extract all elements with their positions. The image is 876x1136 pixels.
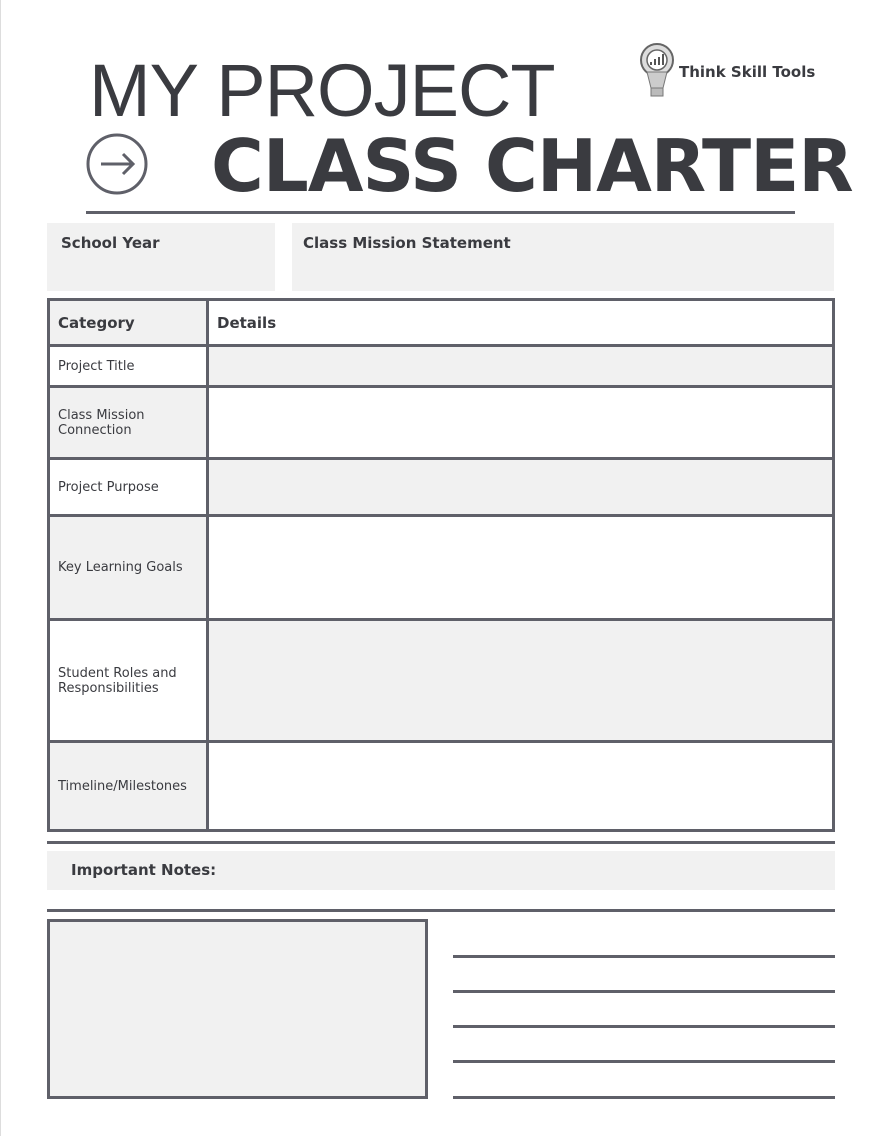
title-my-project: MY PROJECT (89, 49, 555, 132)
row-label: Project Title (49, 346, 208, 387)
notes-divider-bottom (47, 909, 835, 912)
table-row (49, 459, 834, 516)
notes-line[interactable] (453, 1060, 835, 1063)
arrow-circle-icon (85, 132, 149, 196)
mission-statement-label: Class Mission Statement (303, 234, 511, 252)
row-label: Timeline/Milestones (49, 742, 208, 831)
row-details-cell[interactable] (208, 620, 834, 742)
title-divider (86, 211, 795, 214)
row-details-cell[interactable] (208, 516, 834, 620)
school-year-label: School Year (61, 234, 160, 252)
row-label: Project Purpose (49, 459, 208, 516)
title-class-charter: CLASS CHARTER (211, 124, 853, 208)
brand-name: Think Skill Tools (679, 63, 816, 81)
row-label: Student Roles and Responsibilities (49, 620, 208, 742)
notes-line[interactable] (453, 1025, 835, 1028)
table-row (49, 620, 834, 742)
mission-statement-field[interactable] (292, 223, 834, 291)
row-label: Key Learning Goals (49, 516, 208, 620)
notes-label: Important Notes: (71, 861, 217, 879)
school-year-field[interactable] (47, 223, 275, 291)
notes-box[interactable] (47, 919, 428, 1099)
row-label: Class Mission Connection (49, 387, 208, 459)
brand-logo (639, 40, 815, 102)
row-details-cell[interactable] (208, 346, 834, 387)
notes-line[interactable] (453, 955, 835, 958)
notes-divider-top (47, 841, 835, 844)
table-row (49, 346, 834, 387)
notes-header (47, 851, 835, 890)
table-header-row (49, 300, 834, 346)
lightbulb-gear-icon (639, 40, 675, 102)
table-row (49, 387, 834, 459)
header-details: Details (208, 300, 834, 346)
row-details-cell[interactable] (208, 742, 834, 831)
row-details-cell[interactable] (208, 459, 834, 516)
notes-line[interactable] (453, 1096, 835, 1099)
notes-line[interactable] (453, 990, 835, 993)
table-row (49, 516, 834, 620)
charter-table (47, 298, 835, 832)
header-category: Category (49, 300, 208, 346)
table-row (49, 742, 834, 831)
row-details-cell[interactable] (208, 387, 834, 459)
